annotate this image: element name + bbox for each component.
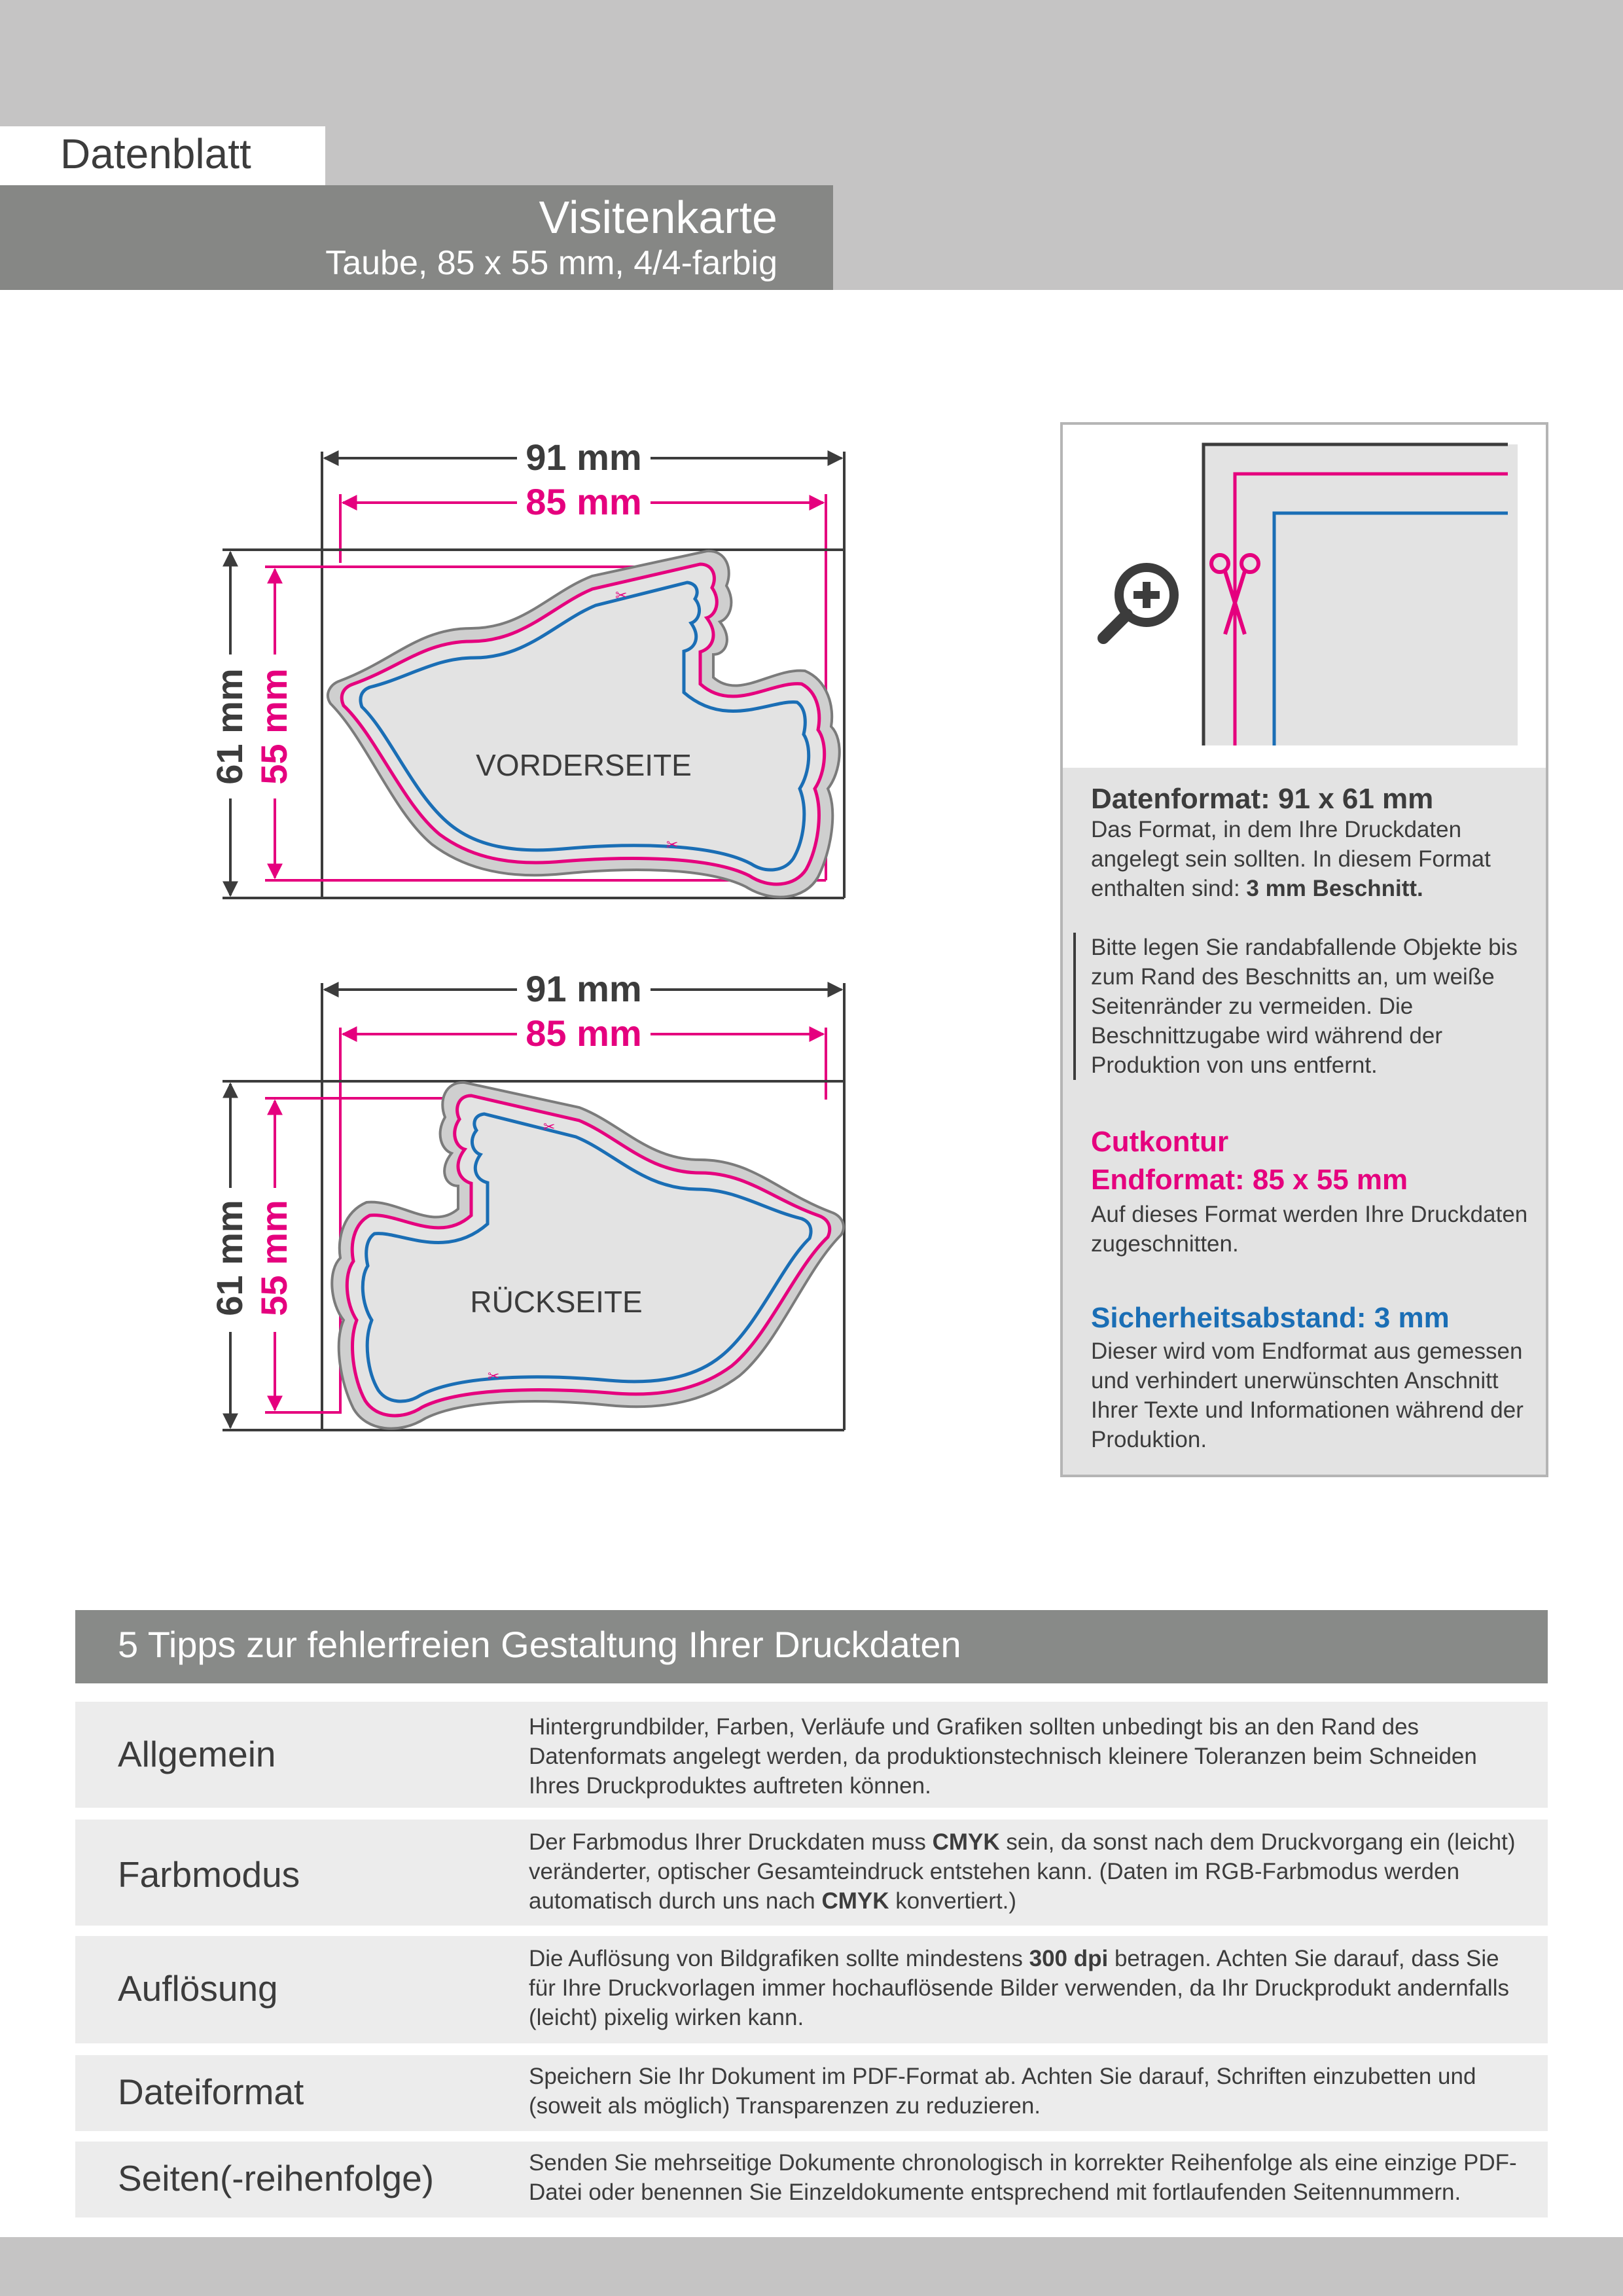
tip-label: Auflösung bbox=[118, 1968, 278, 2009]
front-height-outer-label: 61 mm bbox=[209, 668, 250, 785]
tip-text: Speichern Sie Ihr Dokument im PDF-Format ab. Achten Sie darauf, Schriften einzubetten und (soweit als möglich) Transparenzen zu reduzieren. bbox=[529, 2064, 1476, 2119]
back-height-outer-label: 61 mm bbox=[209, 1200, 250, 1316]
tip-label: Allgemein bbox=[118, 1734, 276, 1774]
back-scissors-bottom-icon: ✂ bbox=[488, 1368, 500, 1384]
tip-row-seiten bbox=[75, 2142, 1548, 2217]
datenformat-heading: Datenformat: 91 x 61 mm bbox=[1091, 783, 1434, 815]
front-width-outer-label: 91 mm bbox=[526, 437, 642, 478]
back-diagram bbox=[209, 968, 844, 1430]
sicherheitsabstand-heading: Sicherheitsabstand: 3 mm bbox=[1091, 1302, 1450, 1334]
page-subtitle: Taube, 85 x 55 mm, 4/4-farbig bbox=[325, 244, 777, 282]
back-width-outer-label: 91 mm bbox=[526, 968, 642, 1009]
endformat-text: Auf dieses Format werden Ihre Druckdaten zugeschnitten. bbox=[1091, 1202, 1528, 1257]
datenformat-text: Das Format, in dem Ihre Druckdaten angelegt sein sollten. In diesem Format enthalten sind: 3 mm Beschnitt. bbox=[1091, 817, 1491, 901]
tip-row-allgemein bbox=[75, 1702, 1548, 1808]
tip-row-dateiformat bbox=[75, 2055, 1548, 2131]
bleed-hint-text: Bitte legen Sie randabfallende Objekte bis zum Rand des Beschnitts an, um weiße Seitenränder zu vermeiden. Die Beschnittzugabe wird während der Produktion von uns entfernt. bbox=[1073, 933, 1536, 1080]
sicherheitsabstand-text: Dieser wird vom Endformat aus gemessen und verhindert unerwünschten Anschnitt Ihrer Texte und Informationen während der Produktion. bbox=[1091, 1338, 1524, 1452]
tip-row-aufloesung bbox=[75, 1936, 1548, 2043]
tips-title: 5 Tipps zur fehlerfreien Gestaltung Ihrer Druckdaten bbox=[118, 1624, 961, 1665]
front-width-inner-label: 85 mm bbox=[526, 481, 642, 522]
front-scissors-bottom-icon: ✂ bbox=[666, 836, 679, 853]
endformat-heading: Endformat: 85 x 55 mm bbox=[1091, 1164, 1408, 1196]
zoom-detail-graphic bbox=[1063, 425, 1546, 768]
footer-band bbox=[0, 2237, 1623, 2296]
format-diagrams bbox=[196, 425, 890, 1446]
tip-row-farbmodus bbox=[75, 1820, 1548, 1926]
zoom-in-icon bbox=[1103, 567, 1174, 638]
back-width-inner-label: 85 mm bbox=[526, 1013, 642, 1054]
tip-text: Die Auflösung von Bildgrafiken sollte mindestens 300 dpi betragen. Achten Sie darauf, dass Sie für Ihre Druckvorlagen immer hochauflösende Bilder verwenden, da Ihr Druckprodukt andernfalls (leicht) pixelig wirken kann. bbox=[529, 1946, 1509, 2030]
tip-text: Senden Sie mehrseitige Dokumente chronologisch in korrekter Reihenfolge als eine einzige PDF-Datei oder benennen Sie Einzeldokumente entsprechend mit fortlaufenden Seitennummern. bbox=[529, 2150, 1517, 2205]
front-scissors-top-icon: ✂ bbox=[615, 587, 628, 603]
back-scissors-top-icon: ✂ bbox=[543, 1119, 556, 1135]
front-height-inner-label: 55 mm bbox=[253, 668, 294, 785]
front-diagram bbox=[209, 437, 844, 898]
tip-label: Farbmodus bbox=[118, 1854, 300, 1895]
datenblatt-label: Datenblatt bbox=[60, 130, 251, 177]
front-side-label: VORDERSEITE bbox=[476, 748, 692, 782]
tip-text: Der Farbmodus Ihrer Druckdaten muss CMYK sein, da sonst nach dem Druckvorgang ein (leicht) veränderter, optischer Gesamteindruck entstehen kann. (Daten im RGB-Farbmodus werden automatisch durch uns nach CMYK konvertiert.) bbox=[529, 1829, 1516, 1914]
tip-text: Hintergrundbilder, Farben, Verläufe und Grafiken sollten unbedingt bis an den Rand des Datenformats angelegt werden, da produktionstechnisch kleinere Toleranzen beim Schneiden Ihres Druckproduktes auftreten können. bbox=[529, 1714, 1477, 1799]
back-height-inner-label: 55 mm bbox=[253, 1200, 294, 1316]
tip-label: Seiten(-reihenfolge) bbox=[118, 2158, 435, 2198]
back-side-label: RÜCKSEITE bbox=[470, 1285, 643, 1319]
tip-label: Dateiformat bbox=[118, 2072, 304, 2112]
cutkontur-heading: Cutkontur bbox=[1091, 1126, 1229, 1158]
page-title: Visitenkarte bbox=[539, 192, 777, 243]
